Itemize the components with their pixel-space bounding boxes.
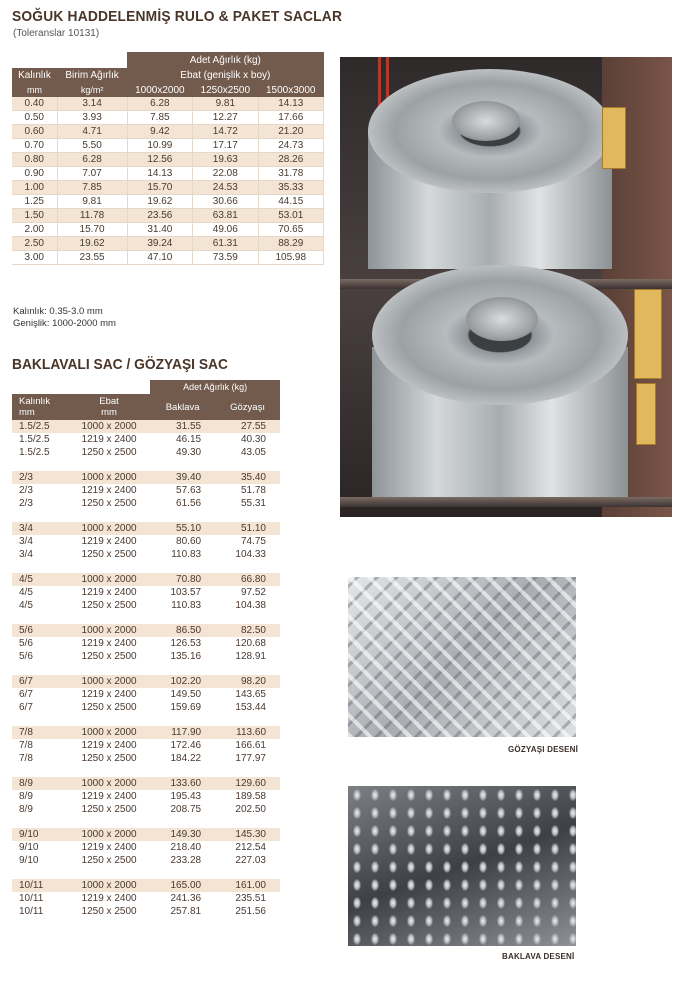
t1-size-col: 1500x3000 — [258, 83, 323, 97]
table-cell: 202.50 — [235, 804, 266, 815]
table-row — [12, 251, 324, 265]
table-cell: 1000 x 2000 — [68, 624, 150, 637]
table-cell: 1000 x 2000 — [68, 777, 150, 790]
table-cell: 1219 x 2400 — [81, 689, 137, 700]
t1-col-birim: Birim Ağırlık — [57, 68, 127, 83]
kalinlik-cell: 7/8 — [12, 726, 68, 739]
table-cell: 6.28 — [127, 97, 192, 111]
kalinlik-cell: 2/3 — [19, 498, 33, 509]
table-cell: 1000 x 2000 — [68, 879, 150, 892]
table-row — [12, 650, 280, 663]
table-cell: 1250 x 2500 — [81, 600, 137, 611]
kalinlik-cell: 6/7 — [19, 689, 33, 700]
table-row — [12, 471, 280, 484]
checker-plate-table — [12, 380, 280, 918]
table-cell: 208.75 — [170, 804, 202, 815]
table-cell: 1219 x 2400 — [81, 485, 137, 496]
table-cell: 49.06 — [193, 223, 258, 237]
t1-size-col: 1250x2500 — [193, 83, 258, 97]
table-cell: 1000 x 2000 — [68, 726, 150, 739]
table-cell: 7.85 — [127, 111, 192, 125]
table-cell: 1.25 — [12, 195, 57, 209]
table-cell: 241.36 — [170, 893, 202, 904]
kalinlik-cell: 1.5/2.5 — [12, 420, 68, 433]
table-cell: 1219 x 2400 — [81, 893, 137, 904]
table-cell: 31.40 — [127, 223, 192, 237]
table-row — [12, 522, 280, 535]
table-cell: 103.57 — [170, 587, 202, 598]
table-row — [12, 111, 324, 125]
table-row — [12, 573, 280, 586]
table-cell: 12.56 — [127, 153, 192, 167]
table-cell: 39.40 — [150, 471, 215, 484]
table-row — [12, 637, 280, 650]
table-row — [12, 139, 324, 153]
table-cell: 2.00 — [12, 223, 57, 237]
table-cell: 73.59 — [193, 251, 258, 265]
table-cell: 51.78 — [240, 485, 266, 496]
table-cell: 53.01 — [258, 209, 323, 223]
table-cell: 40.30 — [240, 434, 266, 445]
table-cell: 1000 x 2000 — [68, 675, 150, 688]
table-cell: 189.58 — [235, 791, 266, 802]
table-cell: 1000 x 2000 — [68, 471, 150, 484]
table-cell: 6.28 — [57, 153, 127, 167]
kalinlik-cell: 3/4 — [19, 536, 33, 547]
table-cell: 1250 x 2500 — [81, 906, 137, 917]
table-row — [12, 97, 324, 111]
table-cell: 126.53 — [170, 638, 202, 649]
table-cell: 9.81 — [193, 97, 258, 111]
table-row — [12, 828, 280, 841]
table-cell: 0.80 — [12, 153, 57, 167]
t2-unit-mm: mm — [101, 407, 117, 418]
table-cell: 1.00 — [12, 181, 57, 195]
cold-rolled-table — [12, 52, 324, 265]
table-cell: 98.20 — [215, 675, 280, 688]
table-cell: 165.00 — [150, 879, 215, 892]
table-cell: 1219 x 2400 — [81, 791, 137, 802]
table-cell: 1250 x 2500 — [81, 804, 137, 815]
table-row — [12, 739, 280, 752]
table-cell: 55.10 — [150, 522, 215, 535]
table-cell: 51.10 — [215, 522, 280, 535]
t2-col-ebat — [68, 394, 150, 420]
table-cell: 1250 x 2500 — [81, 447, 137, 458]
table-cell: 15.70 — [57, 223, 127, 237]
table-cell: 22.08 — [193, 167, 258, 181]
kalinlik-cell: 10/11 — [19, 893, 44, 904]
table-cell: 80.60 — [176, 536, 202, 547]
table-cell: 23.55 — [57, 251, 127, 265]
table-cell: 9.81 — [57, 195, 127, 209]
table-cell: 1219 x 2400 — [81, 638, 137, 649]
table-cell: 35.33 — [258, 181, 323, 195]
t1-group-header: Adet Ağırlık (kg) — [127, 52, 323, 68]
table-cell: 17.17 — [193, 139, 258, 153]
t2-unit-mm: mm — [19, 407, 35, 418]
note-kalinlik: Kalınlık: 0.35-3.0 mm — [13, 306, 103, 317]
table-row — [12, 167, 324, 181]
table-cell: 3.00 — [12, 251, 57, 265]
t2-group-header: Adet Ağırlık (kg) — [150, 380, 280, 394]
table-row — [12, 153, 324, 167]
table-cell: 105.98 — [258, 251, 323, 265]
table-cell: 61.31 — [193, 237, 258, 251]
table-cell: 0.50 — [12, 111, 57, 125]
t2-ebat-label: Ebat — [99, 396, 119, 407]
table-cell: 82.50 — [215, 624, 280, 637]
table-cell: 61.56 — [176, 498, 202, 509]
table-cell: 0.60 — [12, 125, 57, 139]
kalinlik-cell: 3/4 — [12, 522, 68, 535]
table-cell: 235.51 — [235, 893, 266, 904]
table-cell: 195.43 — [170, 791, 202, 802]
table-cell: 177.97 — [235, 753, 266, 764]
table-cell: 24.73 — [258, 139, 323, 153]
kalinlik-cell: 9/10 — [12, 828, 68, 841]
table-cell: 19.62 — [57, 237, 127, 251]
table-cell: 1250 x 2500 — [81, 855, 137, 866]
t2-col-baklava: Baklava — [150, 394, 215, 420]
table-cell: 24.53 — [193, 181, 258, 195]
table-cell: 184.22 — [170, 753, 202, 764]
table-cell: 10.99 — [127, 139, 192, 153]
table-cell: 97.52 — [240, 587, 266, 598]
table-row — [12, 854, 280, 867]
table-cell: 70.65 — [258, 223, 323, 237]
table-cell: 66.80 — [215, 573, 280, 586]
table-cell: 159.69 — [170, 702, 202, 713]
table-cell: 120.68 — [235, 638, 266, 649]
table-cell: 1250 x 2500 — [81, 651, 137, 662]
table-row — [12, 675, 280, 688]
t2-col-kalinlik — [12, 394, 68, 420]
table-cell: 1219 x 2400 — [81, 536, 137, 547]
section2-title: BAKLAVALI SAC / GÖZYAŞI SAC — [12, 356, 228, 373]
kalinlik-cell: 9/10 — [19, 842, 39, 853]
table-cell: 102.20 — [150, 675, 215, 688]
t1-size-col: 1000x2000 — [127, 83, 192, 97]
table-cell: 21.20 — [258, 125, 323, 139]
table-row — [12, 688, 280, 701]
kalinlik-cell: 2/3 — [19, 485, 33, 496]
table-row — [12, 892, 280, 905]
table-row — [12, 181, 324, 195]
baklava-caption: BAKLAVA DESENİ — [502, 952, 575, 961]
table-cell: 19.62 — [127, 195, 192, 209]
table-cell: 27.55 — [215, 420, 280, 433]
table-row — [12, 223, 324, 237]
table-cell: 1000 x 2000 — [68, 573, 150, 586]
table-cell: 86.50 — [150, 624, 215, 637]
t1-col-kalinlik: Kalınlık — [12, 68, 57, 83]
table-row — [12, 701, 280, 714]
table-cell: 11.78 — [57, 209, 127, 223]
table-row — [12, 433, 280, 446]
t1-unit-birim: kg/m² — [57, 83, 127, 97]
table-cell: 12.27 — [193, 111, 258, 125]
table-cell: 1000 x 2000 — [68, 828, 150, 841]
table-row — [12, 879, 280, 892]
table-cell: 55.31 — [240, 498, 266, 509]
kalinlik-cell: 4/5 — [19, 600, 33, 611]
table-cell: 3.14 — [57, 97, 127, 111]
table-row — [12, 803, 280, 816]
table-cell: 104.33 — [235, 549, 266, 560]
table-cell: 1250 x 2500 — [81, 549, 137, 560]
table-row — [12, 195, 324, 209]
table-cell: 7.07 — [57, 167, 127, 181]
table-cell: 49.30 — [176, 447, 202, 458]
gozyasi-caption: GÖZYAŞI DESENİ — [508, 745, 579, 754]
table-row — [12, 726, 280, 739]
table-row — [12, 624, 280, 637]
table-cell: 149.30 — [150, 828, 215, 841]
kalinlik-cell: 5/6 — [19, 651, 33, 662]
table-cell: 129.60 — [215, 777, 280, 790]
kalinlik-cell: 1.5/2.5 — [19, 434, 50, 445]
table-cell: 1250 x 2500 — [81, 702, 137, 713]
kalinlik-cell: 2/3 — [12, 471, 68, 484]
table-cell: 31.55 — [150, 420, 215, 433]
table-row — [12, 586, 280, 599]
table-cell: 149.50 — [170, 689, 202, 700]
table-row — [12, 484, 280, 497]
kalinlik-cell: 10/11 — [12, 879, 68, 892]
table-cell: 39.24 — [127, 237, 192, 251]
t2-col-gozyasi: Gözyaşı — [215, 394, 280, 420]
table-cell: 23.56 — [127, 209, 192, 223]
table-row — [12, 446, 280, 459]
table-cell: 2.50 — [12, 237, 57, 251]
table-cell: 1000 x 2000 — [68, 420, 150, 433]
kalinlik-cell: 4/5 — [12, 573, 68, 586]
kalinlik-cell: 6/7 — [12, 675, 68, 688]
table-cell: 46.15 — [176, 434, 202, 445]
table-cell: 145.30 — [215, 828, 280, 841]
table-row — [12, 905, 280, 918]
table-row — [12, 535, 280, 548]
table-cell: 1250 x 2500 — [81, 498, 137, 509]
table-cell: 227.03 — [235, 855, 266, 866]
table-row — [12, 125, 324, 139]
table-cell: 113.60 — [215, 726, 280, 739]
table-cell: 172.46 — [170, 740, 202, 751]
table-cell: 1219 x 2400 — [81, 842, 137, 853]
table-cell: 133.60 — [150, 777, 215, 790]
table-cell: 166.61 — [235, 740, 266, 751]
table-cell: 1250 x 2500 — [81, 753, 137, 764]
section1-notes — [13, 306, 116, 330]
table-cell: 4.71 — [57, 125, 127, 139]
table-cell: 9.42 — [127, 125, 192, 139]
kalinlik-cell: 6/7 — [19, 702, 33, 713]
kalinlik-cell: 8/9 — [19, 804, 33, 815]
kalinlik-cell: 4/5 — [19, 587, 33, 598]
table-cell: 28.26 — [258, 153, 323, 167]
kalinlik-cell: 5/6 — [19, 638, 33, 649]
table-cell: 0.90 — [12, 167, 57, 181]
table-cell: 257.81 — [170, 906, 202, 917]
kalinlik-cell: 8/9 — [12, 777, 68, 790]
table-cell: 0.40 — [12, 97, 57, 111]
section1-subtitle: (Toleranslar 10131) — [13, 28, 100, 39]
table-cell: 1.50 — [12, 209, 57, 223]
kalinlik-cell: 7/8 — [19, 753, 33, 764]
table-cell: 14.13 — [127, 167, 192, 181]
table-cell: 31.78 — [258, 167, 323, 181]
table-cell: 3.93 — [57, 111, 127, 125]
table-cell: 143.65 — [235, 689, 266, 700]
kalinlik-cell: 10/11 — [19, 906, 44, 917]
table-cell: 88.29 — [258, 237, 323, 251]
t2-kalinlik-label: Kalınlık — [19, 396, 51, 407]
kalinlik-cell: 3/4 — [19, 549, 33, 560]
table-row — [12, 237, 324, 251]
table-cell: 15.70 — [127, 181, 192, 195]
table-cell: 7.85 — [57, 181, 127, 195]
table-cell: 74.75 — [240, 536, 266, 547]
table-cell: 0.70 — [12, 139, 57, 153]
table-cell: 1219 x 2400 — [81, 740, 137, 751]
table-cell: 110.83 — [171, 549, 202, 560]
table-row — [12, 209, 324, 223]
kalinlik-cell: 8/9 — [19, 791, 33, 802]
table-cell: 43.05 — [240, 447, 266, 458]
table-cell: 153.44 — [235, 702, 266, 713]
table-cell: 14.13 — [258, 97, 323, 111]
table-row — [12, 752, 280, 765]
table-cell: 1000 x 2000 — [68, 522, 150, 535]
table-cell: 30.66 — [193, 195, 258, 209]
table-row — [12, 790, 280, 803]
table-cell: 110.83 — [171, 600, 202, 611]
table-cell: 233.28 — [170, 855, 202, 866]
table-cell: 63.81 — [193, 209, 258, 223]
section1-title: SOĞUK HADDELENMİŞ RULO & PAKET SACLAR — [12, 8, 343, 25]
table-row — [12, 420, 280, 433]
table-cell: 161.00 — [215, 879, 280, 892]
table-row — [12, 841, 280, 854]
note-genislik: Genişlik: 1000-2000 mm — [13, 318, 116, 329]
table-cell: 1219 x 2400 — [81, 587, 137, 598]
table-cell: 218.40 — [170, 842, 202, 853]
table-cell: 19.63 — [193, 153, 258, 167]
table-row — [12, 599, 280, 612]
kalinlik-cell: 1.5/2.5 — [19, 447, 50, 458]
table-row — [12, 548, 280, 561]
kalinlik-cell: 7/8 — [19, 740, 33, 751]
t1-ebat-header: Ebat (genişlik x boy) — [127, 68, 323, 83]
table-cell: 1219 x 2400 — [81, 434, 137, 445]
table-cell: 57.63 — [176, 485, 202, 496]
table-cell: 104.38 — [235, 600, 266, 611]
table-row — [12, 497, 280, 510]
table-cell: 5.50 — [57, 139, 127, 153]
table-cell: 128.91 — [235, 651, 266, 662]
table-cell: 117.90 — [150, 726, 215, 739]
t1-unit-mm: mm — [12, 83, 57, 97]
gozyasi-pattern-image — [348, 577, 576, 737]
table-cell: 44.15 — [258, 195, 323, 209]
table-cell: 212.54 — [235, 842, 266, 853]
kalinlik-cell: 9/10 — [19, 855, 39, 866]
table-cell: 47.10 — [127, 251, 192, 265]
table-cell: 70.80 — [150, 573, 215, 586]
steel-coils-photo — [340, 57, 672, 517]
table-row — [12, 777, 280, 790]
table-cell: 135.16 — [170, 651, 202, 662]
table-cell: 14.72 — [193, 125, 258, 139]
baklava-pattern-image — [348, 786, 576, 946]
table-cell: 35.40 — [215, 471, 280, 484]
kalinlik-cell: 5/6 — [12, 624, 68, 637]
table-cell: 251.56 — [235, 906, 266, 917]
table-cell: 17.66 — [258, 111, 323, 125]
